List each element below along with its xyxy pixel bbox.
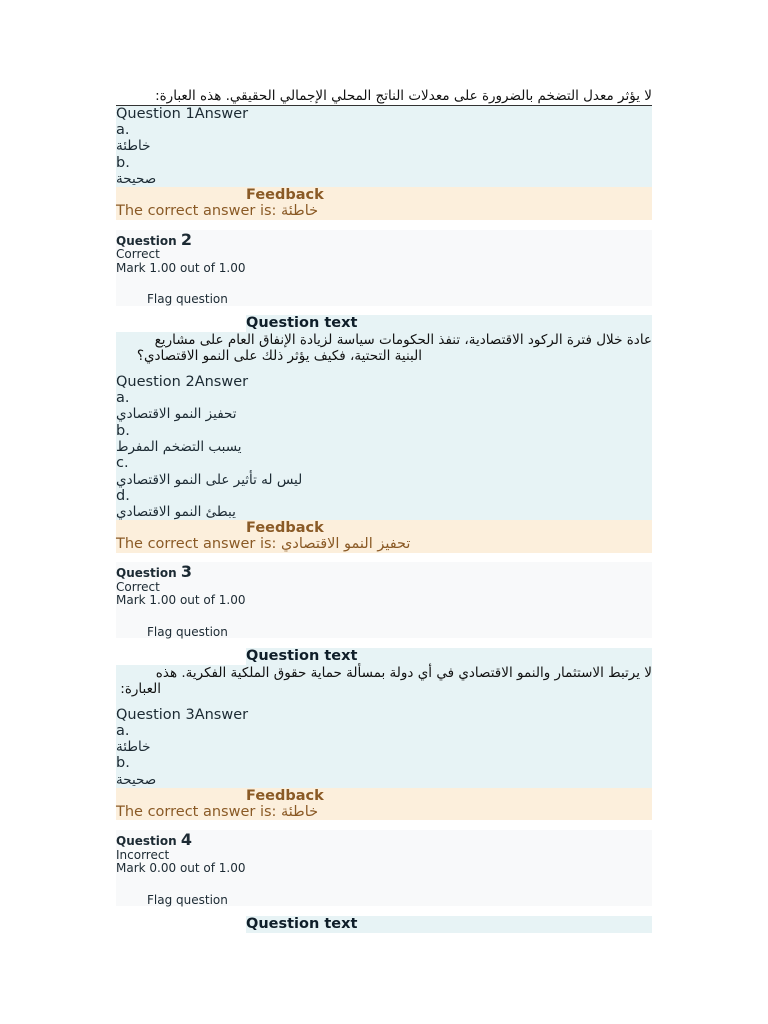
q3-number: 3 (180, 562, 192, 581)
q1-statement-box (116, 87, 652, 106)
q3-answer-block (116, 665, 652, 788)
q2-statement-line-1: عادة خلال فترة الركود الاقتصادية، تنفذ الحكومات سياسة لزيادة الإنفاق العام على مشاريع (154, 332, 652, 348)
q2-option-b-letter: b. (116, 423, 130, 439)
q3-feedback-title: Feedback (246, 788, 324, 804)
q1-option-a[interactable]: خاطئة (116, 138, 151, 154)
q2-option-b[interactable]: يسبب التضخم المفرط (116, 439, 242, 455)
q2-option-d-letter: d. (116, 488, 130, 504)
q2-feedback-text: The correct answer is: تحفيز النمو الاقتصادي (116, 536, 411, 552)
q2-info-box (116, 230, 652, 306)
q2-feedback-block (116, 520, 652, 553)
q2-option-a[interactable]: تحفيز النمو الاقتصادي (116, 406, 237, 422)
q4-question-text-title-bar (246, 916, 652, 933)
q3-option-b[interactable]: صحيحة (116, 772, 157, 788)
q2-answer-label: Question 2Answer (116, 374, 249, 390)
q2-flag-question[interactable]: Flag question (147, 292, 228, 306)
q2-answer-block (116, 332, 652, 520)
q1-option-b-letter: b. (116, 155, 130, 171)
q4-question-text-title: Question text (246, 916, 358, 932)
q2-option-c-letter: c. (116, 455, 129, 471)
q3-answer-label: Question 3Answer (116, 707, 249, 723)
q2-mark: Mark 1.00 out of 1.00 (116, 261, 246, 275)
q3-feedback-text: The correct answer is: خاطئة (116, 804, 319, 820)
q3-statement-line-2: العبارة: (120, 681, 161, 697)
q1-feedback-text: The correct answer is: خاطئة (116, 203, 319, 219)
q4-info-box (116, 830, 652, 906)
q3-question-text-title-bar (246, 648, 652, 665)
q1-answer-label: Question 1Answer (116, 106, 249, 122)
q4-flag-question[interactable]: Flag question (147, 893, 228, 907)
q2-number: 2 (180, 230, 192, 249)
q3-question-text-title: Question text (246, 648, 358, 664)
q1-feedback-title: Feedback (246, 187, 324, 203)
q3-mark: Mark 1.00 out of 1.00 (116, 593, 246, 607)
q1-statement: لا يؤثر معدل التضخم بالضرورة على معدلات الناتج المحلي الإجمالي الحقيقي. هذه العبارة: (155, 88, 652, 104)
q1-option-a-letter: a. (116, 122, 130, 138)
q4-number: 4 (180, 830, 192, 849)
q3-feedback-block (116, 788, 652, 820)
q3-heading-word: Question (116, 566, 177, 580)
q1-answer-block (116, 106, 652, 187)
q4-mark: Mark 0.00 out of 1.00 (116, 861, 246, 875)
q3-status: Correct (116, 580, 160, 594)
q2-heading-word: Question (116, 234, 177, 248)
q2-option-a-letter: a. (116, 390, 130, 406)
q2-status: Correct (116, 247, 160, 261)
q3-option-b-letter: b. (116, 755, 130, 771)
q1-option-b[interactable]: صحيحة (116, 171, 157, 187)
q2-question-text-title-bar (246, 315, 652, 332)
q4-heading-word: Question (116, 834, 177, 848)
q2-feedback-title: Feedback (246, 520, 324, 536)
q2-option-c[interactable]: ليس له تأثير على النمو الاقتصادي (116, 472, 303, 488)
q3-option-a[interactable]: خاطئة (116, 739, 151, 755)
q3-flag-question[interactable]: Flag question (147, 625, 228, 639)
q3-statement-line-1: لا يرتبط الاستثمار والنمو الاقتصادي في أي دولة بمسألة حماية حقوق الملكية الفكرية. هذه (155, 665, 652, 681)
q3-option-a-letter: a. (116, 723, 130, 739)
q2-statement-line-2: البنية التحتية، فكيف يؤثر ذلك على النمو الاقتصادي؟ (136, 348, 422, 364)
q2-question-text-title: Question text (246, 315, 358, 331)
q4-status: Incorrect (116, 848, 170, 862)
q1-feedback-block (116, 187, 652, 220)
q2-option-d[interactable]: يبطئ النمو الاقتصادي (116, 504, 236, 520)
q3-info-box (116, 562, 652, 638)
